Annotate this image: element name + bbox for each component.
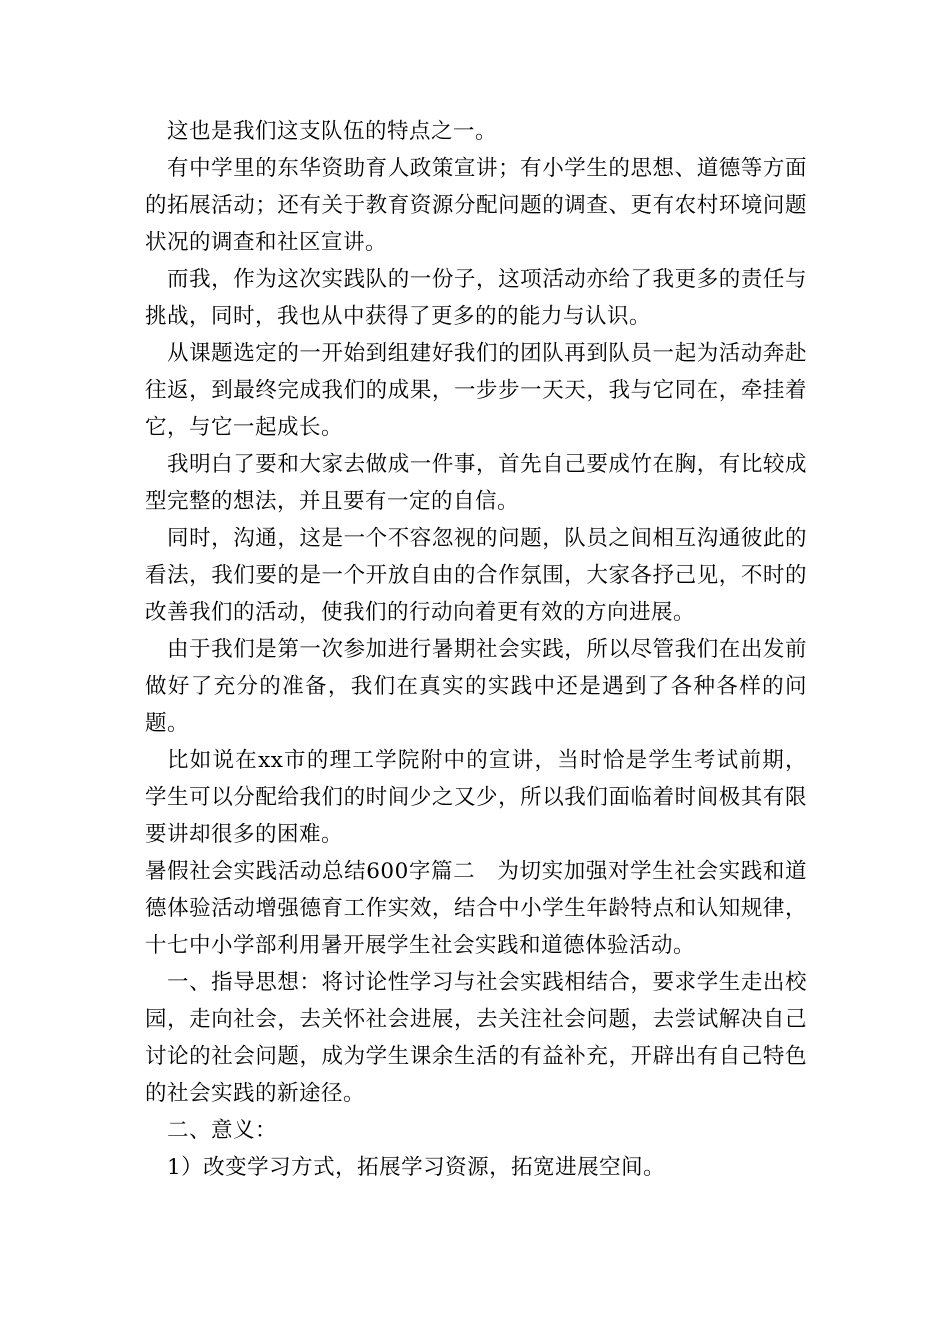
paragraph-example: 比如说在xx市的理工学院附中的宣讲，当时恰是学生考试前期，学生可以分配给我们的时间少之又少，所以我们面临着时间极其有限要讲却很多的困难。 bbox=[145, 748, 807, 847]
paragraph-confidence: 我明白了要和大家去做成一件事，首先自己要成竹在胸，有比较成型完整的想法，并且要有一定的自信。 bbox=[145, 452, 807, 514]
paragraph-activities: 有中学里的东华资助育人政策宣讲；有小学生的思想、道德等方面的拓展活动；还有关于教育资源分配问题的调查、更有农村环境问题状况的调查和社区宣讲。 bbox=[145, 156, 807, 255]
paragraph-responsibility: 而我，作为这次实践队的一份子，这项活动亦给了我更多的责任与挑战，同时，我也从中获得了更多的的能力与认识。 bbox=[145, 267, 807, 329]
paragraph-significance-item-1: 1）改变学习方式，拓展学习资源，拓宽进展空间。 bbox=[167, 1155, 666, 1180]
paragraph-guiding-thought: 一、指导思想：将讨论性学习与社会实践相结合，要求学生走出校园，走向社会，去关怀社会进展，去关注社会问题，去尝试解决自己讨论的社会问题，成为学生课余生活的有益补充，开辟出有自己特色的社会实践的新途径。 bbox=[145, 970, 807, 1106]
paragraph-significance-heading: 二、意义： bbox=[167, 1118, 278, 1143]
paragraph-growth: 从课题选定的一开始到组建好我们的团队再到队员一起为活动奔赴往返，到最终完成我们的成果，一步步一天天，我与它同在，牵挂着它，与它一起成长。 bbox=[145, 341, 807, 440]
paragraph-communication: 同时，沟通，这是一个不容忽视的问题，队员之间相互沟通彼此的看法，我们要的是一个开放自由的合作氛围，大家各抒己见，不时的改善我们的活动，使我们的行动向着更有效的方向进展。 bbox=[145, 526, 807, 625]
paragraph-team-feature: 这也是我们这支队伍的特点之一。 bbox=[167, 119, 498, 144]
document-body bbox=[145, 113, 807, 1186]
paragraph-first-practice: 由于我们是第一次参加进行暑期社会实践，所以尽管我们在出发前做好了充分的准备，我们在真实的实践中还是遇到了各种各样的问题。 bbox=[145, 637, 807, 736]
paragraph-section-two: 暑假社会实践活动总结600字篇二 为切实加强对学生社会实践和道德体验活动增强德育工作实效，结合中小学生年龄特点和认知规律，十七中小学部利用暑开展学生社会实践和道德体验活动。 bbox=[145, 859, 807, 958]
